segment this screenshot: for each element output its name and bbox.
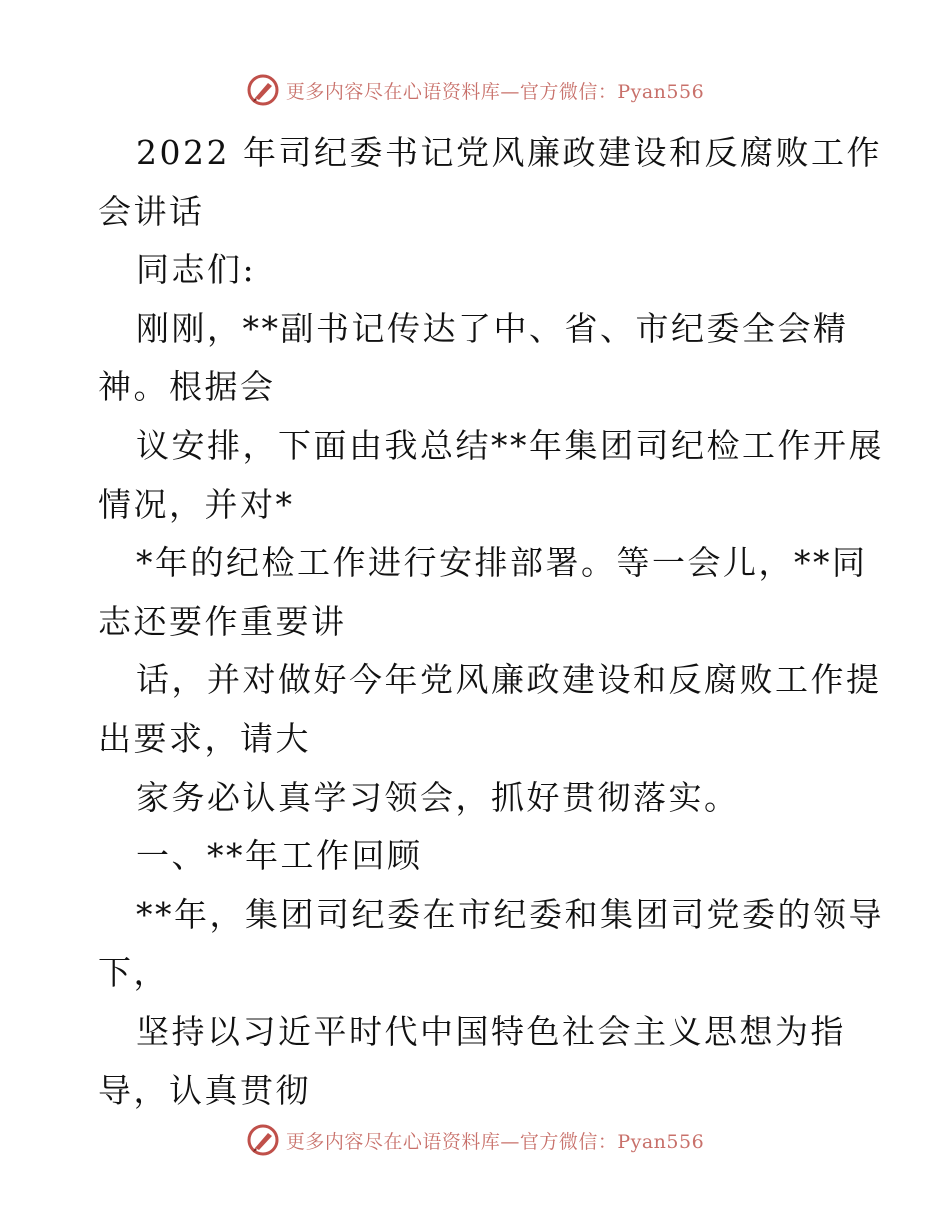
text-line: 2022 年司纪委书记党风廉政建设和反腐败工作 (136, 133, 882, 172)
text-line: 神。根据会 (98, 367, 276, 407)
text-line: 志还要作重要讲 (98, 601, 347, 641)
pen-seal-icon (246, 1123, 280, 1157)
text-line: 一、**年工作回顾 (136, 836, 423, 876)
text-line: 情况，并对* (98, 484, 295, 524)
text-line: 出要求，请大 (98, 718, 311, 758)
text-line: 话，并对做好今年党风廉政建设和反腐败工作提 (136, 660, 882, 700)
text-line: 刚刚，**副书记传达了中、省、市纪委全会精 (136, 308, 849, 348)
text-line: **年，集团司纪委在市纪委和集团司党委的领导 (136, 894, 884, 934)
footer-watermark (0, 1120, 950, 1160)
text-line: 家务必认真学习领会，抓好贯彻落实。 (136, 777, 740, 817)
document-body (98, 124, 884, 1120)
pen-seal-icon (246, 73, 280, 107)
header-watermark (0, 70, 950, 110)
text-line: 坚持以习近平时代中国特色社会主义思想为指 (136, 1011, 846, 1051)
text-line: 下， (98, 953, 169, 993)
text-line: *年的纪检工作进行安排部署。等一会儿，**同 (136, 543, 868, 583)
text-line: 导，认真贯彻 (98, 1070, 311, 1110)
text-line: 议安排，下面由我总结**年集团司纪检工作开展 (136, 425, 884, 465)
watermark-text: 更多内容尽在心语资料库—官方微信：Pyan556 (285, 80, 705, 103)
text-line: 会讲话 (98, 191, 205, 231)
watermark-text: 更多内容尽在心语资料库—官方微信：Pyan556 (285, 1130, 705, 1153)
text-line: 同志们: (136, 250, 257, 290)
